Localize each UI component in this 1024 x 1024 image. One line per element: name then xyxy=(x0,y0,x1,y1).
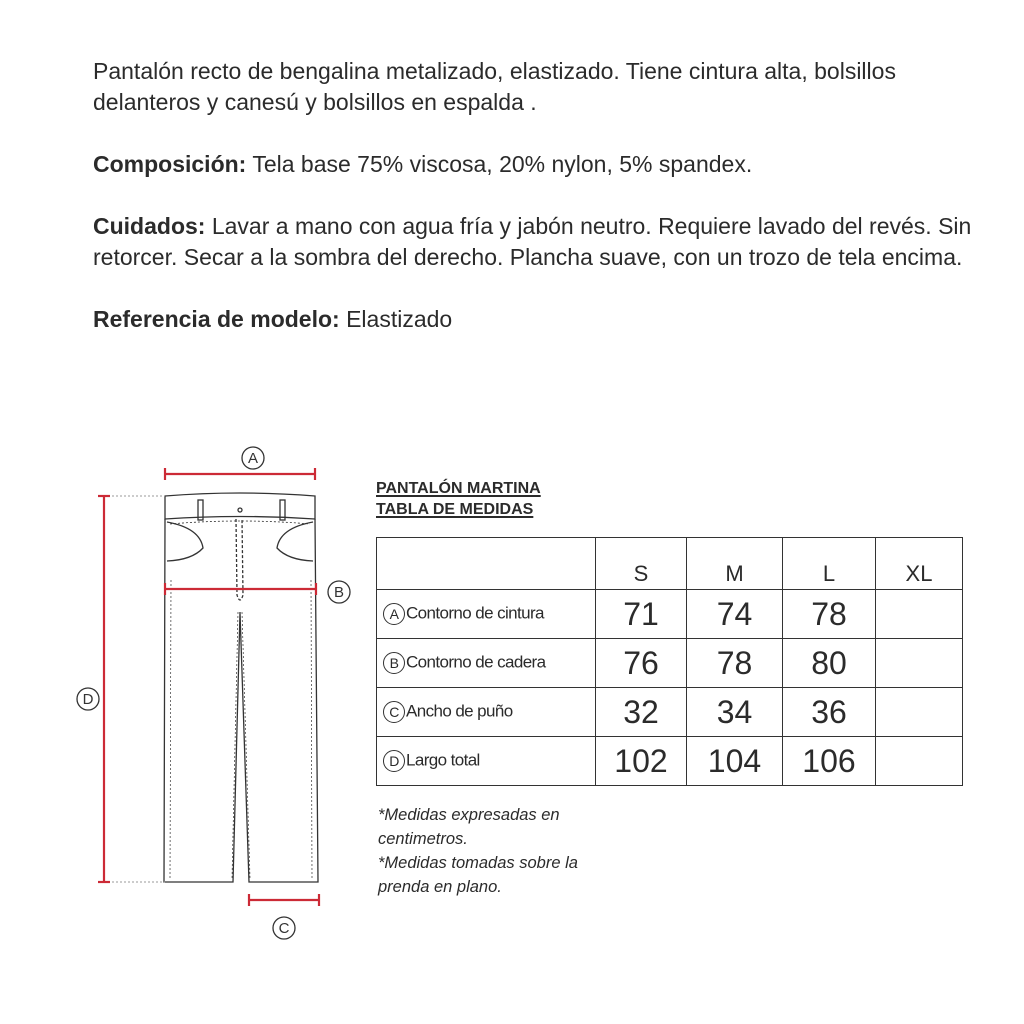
note-line: centimetros. xyxy=(378,830,468,848)
value-cell: 34 xyxy=(687,688,783,737)
value-cell: 78 xyxy=(783,590,876,639)
size-header-row xyxy=(377,538,963,590)
value-cell xyxy=(876,688,963,737)
model-label: Referencia de modelo: xyxy=(93,306,340,332)
row-marker: D xyxy=(383,750,405,772)
table-title-line1: PANTALÓN MARTINA xyxy=(376,480,541,497)
size-table-title xyxy=(376,478,541,520)
marker-d: D xyxy=(82,691,94,708)
row-marker: B xyxy=(383,652,405,674)
size-table xyxy=(376,537,963,786)
row-label-text: Contorno de cintura xyxy=(406,603,544,623)
size-header-s: S xyxy=(596,538,687,590)
model-text: Elastizado xyxy=(339,306,453,332)
composition-paragraph xyxy=(93,149,973,180)
measure-lines xyxy=(98,468,319,906)
value-cell xyxy=(876,590,963,639)
header-empty-cell xyxy=(377,538,596,590)
size-header-xl: XL xyxy=(876,538,963,590)
table-row-waist xyxy=(377,590,963,639)
note-line: prenda en plano. xyxy=(378,878,502,896)
guide-lines xyxy=(104,496,165,882)
size-header-l: L xyxy=(783,538,876,590)
row-marker: A xyxy=(383,603,405,625)
table-title-line2: TABLA DE MEDIDAS xyxy=(376,501,534,518)
measurement-notes xyxy=(378,803,578,899)
value-cell xyxy=(876,737,963,786)
row-label xyxy=(377,688,596,737)
composition-text: Tela base 75% viscosa, 20% nylon, 5% spandex. xyxy=(246,151,753,177)
value-cell: 76 xyxy=(596,639,687,688)
row-marker: C xyxy=(383,701,405,723)
care-label: Cuidados: xyxy=(93,213,206,239)
pants-measurement-diagram xyxy=(0,430,370,970)
composition-label: Composición: xyxy=(93,151,247,177)
row-label xyxy=(377,737,596,786)
value-cell: 71 xyxy=(596,590,687,639)
diagram-markers xyxy=(77,447,350,939)
note-line: *Medidas expresadas en xyxy=(378,806,560,824)
value-cell: 80 xyxy=(783,639,876,688)
row-label-text: Ancho de puño xyxy=(406,701,513,721)
row-label-text: Contorno de cadera xyxy=(406,652,546,672)
value-cell xyxy=(876,639,963,688)
value-cell: 78 xyxy=(687,639,783,688)
value-cell: 102 xyxy=(596,737,687,786)
value-cell: 32 xyxy=(596,688,687,737)
model-paragraph xyxy=(93,304,973,335)
marker-b: B xyxy=(333,584,345,601)
row-label xyxy=(377,590,596,639)
marker-c: C xyxy=(278,920,290,937)
product-description xyxy=(93,56,973,366)
row-label xyxy=(377,639,596,688)
row-label-text: Largo total xyxy=(406,750,480,770)
pants-outline xyxy=(164,493,318,882)
value-cell: 104 xyxy=(687,737,783,786)
value-cell: 74 xyxy=(687,590,783,639)
marker-a: A xyxy=(247,450,259,467)
size-header-m: M xyxy=(687,538,783,590)
value-cell: 36 xyxy=(783,688,876,737)
intro-paragraph: Pantalón recto de bengalina metalizado, elastizado. Tiene cintura alta, bolsillos delanteros y canesú y bolsillos en espalda . xyxy=(93,58,896,115)
table-row-cuff xyxy=(377,688,963,737)
care-paragraph xyxy=(93,211,973,273)
note-line: *Medidas tomadas sobre la xyxy=(378,854,578,872)
table-row-hip xyxy=(377,639,963,688)
value-cell: 106 xyxy=(783,737,876,786)
care-text: Lavar a mano con agua fría y jabón neutro. Requiere lavado del revés. Sin retorcer. Secar a la sombra del derecho. Plancha suave, con un trozo de tela encima. xyxy=(93,213,972,270)
table-row-length xyxy=(377,737,963,786)
